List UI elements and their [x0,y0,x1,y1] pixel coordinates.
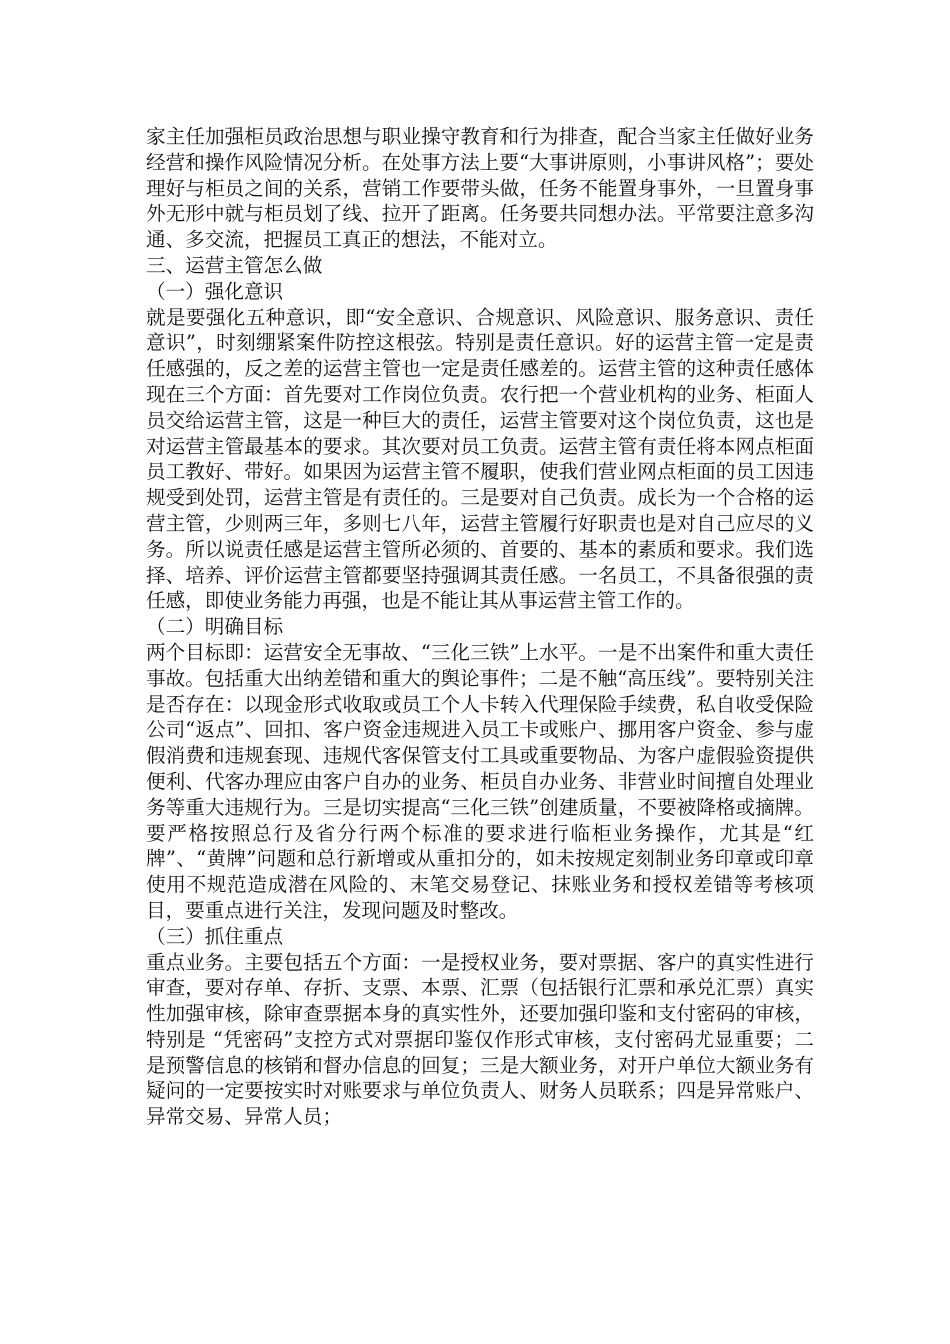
document-page [146,124,814,1130]
subheading-strengthen-awareness: （一）强化意识 [146,279,284,303]
paragraph-clear-goals: 两个目标即：运营安全无事故、“三化三铁”上水平。一是不出案件和重大责任事故。包括重大出纳差错和重大的舆论事件；二是不触“高压线”。要特别关注是否存在：以现金形式收取或员工个人卡转入代理保险手续费，私自收受保险公司“返点”、回扣、客户资金违规进入员工卡或账户、挪用客户资金、参与虚假消费和违规套现、违规代客保管支付工具或重要物品、为客户虚假验资提供便利、代客办理应由客户自办的业务、柜员自办业务、非营业时间擅自处理业务等重大违规行为。三是切实提高“三化三铁”创建质量，不要被降格或摘牌。要严格按照总行及省分行两个标准的要求进行临柜业务操作，尤其是“红牌”、“黄牌”问题和总行新增或从重扣分的，如未按规定刻制业务印章或印章使用不规范造成潜在风险的、末笔交易登记、抹账业务和授权差错等考核项目，要重点进行关注，发现问题及时整改。 [146,640,814,922]
subheading-key-points: （三）抓住重点 [146,924,284,948]
section-heading-three: 三、运营主管怎么做 [146,253,323,277]
intro-paragraph: 家主任加强柜员政治思想与职业操守教育和行为排查，配合当家主任做好业务经营和操作风险情况分析。在处事方法上要“大事讲原则，小事讲风格”；要处理好与柜员之间的关系，营销工作要带头做，任务不能置身事外，一旦置身事外无形中就与柜员划了线、拉开了距离。任务要共同想办法。平常要注意多沟通、多交流，把握员工真正的想法，不能对立。 [146,125,814,252]
paragraph-key-points: 重点业务。主要包括五个方面：一是授权业务，要对票据、客户的真实性进行审查，要对存单、存折、支票、本票、汇票（包括银行汇票和承兑汇票）真实性加强审核，除审查票据本身的真实性外，还要加强印鉴和支付密码的审核，特别是 “凭密码”支控方式对票据印鉴仅作形式审核，支付密码尤显重要；二是预警信息的核销和督办信息的回复；三是大额业务，对开户单位大额业务有疑问的一定要按实时对账要求与单位负责人、财务人员联系；四是异常账户、异常交易、异常人员； [146,950,814,1129]
paragraph-strengthen-awareness: 就是要强化五种意识，即“安全意识、合规意识、风险意识、服务意识、责任意识”，时刻绷紧案件防控这根弦。特别是责任意识。好的运营主管一定是责任感强的，反之差的运营主管也一定是责任感差的。运营主管的这种责任感体现在三个方面：首先要对工作岗位负责。农行把一个营业机构的业务、柜面人员交给运营主管，这是一种巨大的责任，运营主管要对这个岗位负责，这也是对运营主管最基本的要求。其次要对员工负责。运营主管有责任将本网点柜面员工教好、带好。如果因为运营主管不履职，使我们营业网点柜面的员工因违规受到处罚，运营主管是有责任的。三是要对自己负责。成长为一个合格的运营主管，少则两三年，多则七八年，运营主管履行好职责也是对自己应尽的义务。所以说责任感是运营主管所必须的、首要的、基本的素质和要求。我们选择、培养、评价运营主管都要坚持强调其责任感。一名员工，不具备很强的责任感，即使业务能力再强，也是不能让其从事运营主管工作的。 [146,305,814,613]
subheading-clear-goals: （二）明确目标 [146,615,284,639]
